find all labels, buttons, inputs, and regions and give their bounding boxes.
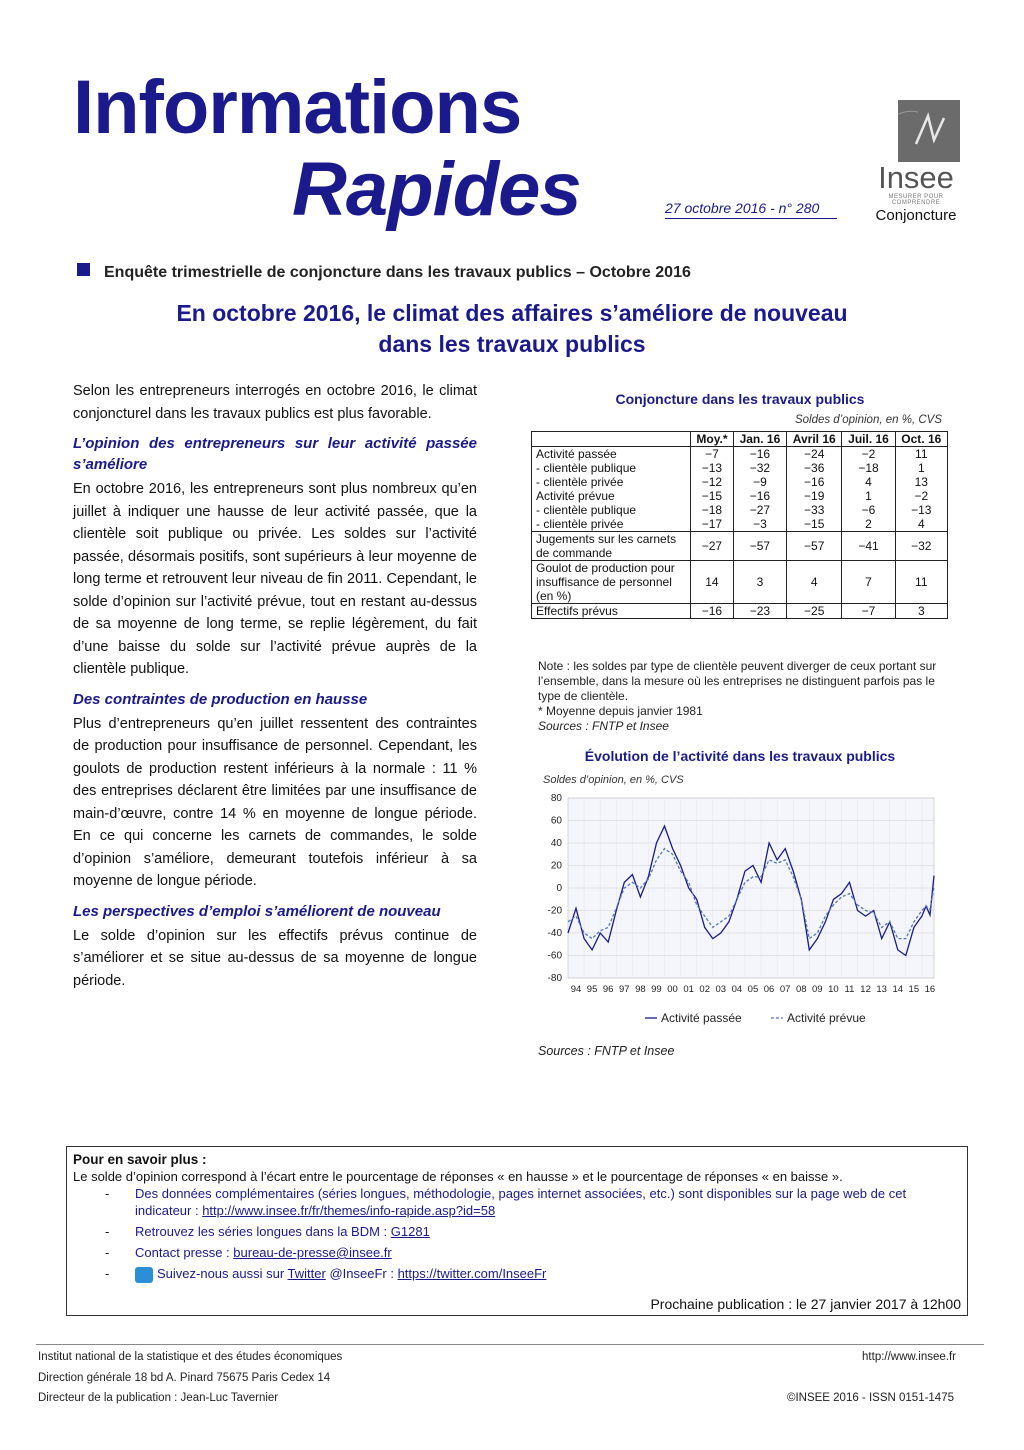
table-cell: −27 [691,532,734,561]
table-row-label: Effectifs prévus [532,604,691,619]
chart-y-tick-label: 0 [556,883,562,894]
table-cell: −7 [691,447,734,462]
insee-logo [898,100,960,162]
chart-x-tick-label: 15 [908,984,920,995]
info-item-twitter [105,1265,965,1283]
table-cell: 11 [895,447,947,462]
table-cell: −23 [733,604,786,619]
chart-x-tick-label: 06 [763,984,775,995]
chart-x-tick-label: 13 [876,984,887,995]
chart-x-tick-label: 00 [667,984,678,995]
table-note: Note : les soldes par type de clientèle peuvent diverger de ceux portant sur l’ensemble, dans la mesure où les entreprises ne distinguent parfois pas le type de clientèle. [538,659,937,703]
table-cell: 11 [895,561,947,604]
table-row [532,532,948,561]
table-cell: 1 [842,489,895,503]
chart-y-tick-label: 20 [550,860,562,872]
footer-director: Directeur de la publication : Jean-Luc Tavernier [38,1392,279,1404]
chart-source: Sources : FNTP et Insee [538,1044,675,1058]
chart-y-tick-label: 40 [550,838,562,849]
headline [100,298,924,360]
chart-x-tick-label: 96 [602,984,614,995]
table-cell: −9 [733,475,786,489]
table-row-label: Activité passée [532,447,691,462]
list-dash: - [105,1224,110,1239]
table-title: Conjoncture dans les travaux publics [615,391,865,407]
table-cell: −16 [691,604,734,619]
info-item-twitter-text2: @InseeFr : [325,1266,398,1281]
section-label: Conjoncture [875,207,957,224]
table-cell: −18 [842,461,895,475]
survey-title: Enquête trimestrielle de conjoncture dans les travaux publics – Octobre 2016 [104,264,691,281]
twitter-icon [135,1267,153,1283]
table-cell: −13 [895,503,947,517]
insee-logo-graphic-icon [898,100,960,162]
table-row [532,475,948,489]
headline-line1: En octobre 2016, le climat des affaires s’améliore de nouveau [176,300,848,326]
brand-title-rapides: Rapides [292,147,581,232]
chart-y-tick-label: -60 [547,950,562,962]
insee-logo-subtitle: MESURER POUR COMPRENDRE [888,194,944,206]
table-cell: −17 [691,517,734,532]
section-paragraph-constraints: Plus d’entrepreneurs qu’en juillet ressentent des contraintes de production pour insuffisance de personnel. Cependant, les goulots de production restent inférieurs à la normale : 11 % des entreprises déclarent être limitées par une insuffisance de main-d’œuvre, contre 14 % en moyenne de longue période. En ce qui concerne les carnets de commandes, le solde d’opinion s’améliore, demeurant toutefois inférieur à sa moyenne de longue période. [73,715,477,889]
chart-legend-label: Activité passée [661,1011,742,1025]
info-definition: Le solde d’opinion correspond à l’écart entre le pourcentage de réponses « en hausse » et le pourcentage de réponses « en baisse ». [73,1169,843,1184]
table-cell: −27 [733,503,786,517]
table-row-label: - clientèle publique [532,461,691,475]
table-cell: −32 [895,532,947,561]
chart-x-tick-label: 98 [635,984,646,995]
table-cell: −6 [842,503,895,517]
table-row-label: Jugements sur les carnets de commande [532,532,691,561]
press-email-link[interactable]: bureau-de-presse@insee.fr [233,1245,392,1260]
table-cell: −16 [733,447,786,462]
table-cell: −36 [786,461,841,475]
info-item-data-text: Des données complémentaires (séries longues, méthodologie, pages internet associées, etc.) sont disponibles sur la page web de cet indicateur : [135,1186,907,1218]
chart-x-tick-label: 97 [618,984,630,995]
section-paragraph-employment: Le solde d’opinion sur les effectifs prévus continue de s’améliorer et se situe au-dessus de sa moyenne de longue période. [73,927,477,989]
chart-x-tick-label: 99 [651,984,662,995]
table-cell: −18 [691,503,734,517]
bullet-square-icon [77,263,90,276]
chart-y-tick-label: 60 [550,815,562,827]
chart-x-tick-label: 11 [844,984,855,995]
chart-legend-label: Activité prévue [787,1011,866,1025]
chart-x-tick-label: 16 [924,984,936,995]
conjuncture-table [531,431,948,619]
table-cell: 3 [895,604,947,619]
chart-x-tick-label: 01 [683,984,694,995]
headline-line2: dans les travaux publics [378,331,646,357]
table-cell: 7 [842,561,895,604]
table-cell: −24 [786,447,841,462]
table-row-label: Activité prévue [532,489,691,503]
table-col-header: Moy.* [691,432,734,447]
chart-title: Évolution de l’activité dans les travaux publics [584,748,896,764]
table-row-label: - clientèle privée [532,475,691,489]
footer-address: Direction générale 18 bd A. Pinard 75675 Paris Cedex 14 [38,1372,331,1384]
table-cell: 14 [691,561,734,604]
table-notes [538,659,948,734]
table-cell: 4 [842,475,895,489]
chart-unit: Soldes d’opinion, en %, CVS [543,774,684,786]
table-cell: −15 [691,489,734,503]
table-cell: −57 [786,532,841,561]
chart-x-tick-label: 95 [586,984,598,995]
table-cell: −57 [733,532,786,561]
table-unit: Soldes d’opinion, en %, CVS [794,414,942,426]
footer-org: Institut national de la statistique et des études économiques [38,1351,343,1363]
table-row [532,561,948,604]
twitter-link[interactable]: Twitter [287,1266,326,1281]
table-cell: −15 [786,517,841,532]
twitter-url-link[interactable]: https://twitter.com/InseeFr [397,1266,547,1281]
chart-y-tick-label: -40 [547,928,562,939]
table-cell: 4 [786,561,841,604]
section-heading-constraints: Des contraintes de production en hausse [73,690,368,708]
table-cell: 13 [895,475,947,489]
insee-logo-name: Insee [878,160,954,195]
info-links-list [105,1185,965,1287]
table-cell: −16 [733,489,786,503]
info-item-twitter-text1: Suivez-nous aussi sur [157,1266,288,1281]
table-cell: −41 [842,532,895,561]
section-heading-activity: L’opinion des entrepreneurs sur leur activité passée s’améliore [73,435,477,473]
table-row [532,461,948,475]
table-cell: −2 [842,447,895,462]
table-cell: 3 [733,561,786,604]
footer-divider [36,1344,984,1345]
indicator-page-link[interactable]: http://www.insee.fr/fr/themes/info-rapide.asp?id=58 [202,1203,496,1218]
brand-title-informations: Informations [73,65,522,150]
table-header-empty [532,432,691,447]
chart-x-tick-label: 08 [795,984,807,995]
section-paragraph-activity: En octobre 2016, les entrepreneurs sont plus nombreux qu’en juillet à indiquer une hausse de leur activité passée, que la clientèle soit publique ou privée. Les soldes sur l’activité passée, désormais positifs, sont supérieurs à leur moyenne de long terme et retrouvent leur niveau de fin 2011. Cependant, le solde d’opinion sur l’activité prévue, tout en restant au-dessus de sa moyenne de long terme, se replie légèrement, du fait d’une baisse du solde sur l’activité prévue auprès de la clientèle publique. [73,481,477,677]
table-row-label: - clientèle privée [532,517,691,532]
activity-line-chart [530,788,950,1038]
bdm-series-link[interactable]: G1281 [390,1224,430,1239]
info-box [66,1146,968,1316]
table-cell: −25 [786,604,841,619]
table-cell: −33 [786,503,841,517]
table-cell: −13 [691,461,734,475]
footer-website-link[interactable]: http://www.insee.fr [862,1351,956,1363]
table-row-label: Goulot de production pour insuffisance de personnel (en %) [532,561,691,604]
table-row [532,503,948,517]
table-row [532,517,948,532]
table-cell: −7 [842,604,895,619]
table-cell: −3 [733,517,786,532]
table-source: Sources : FNTP et Insee [538,719,669,733]
info-item-bdm [105,1223,965,1240]
list-dash: - [105,1245,110,1260]
table-col-header: Avril 16 [786,432,841,447]
table-header-row [532,432,948,447]
list-dash: - [105,1186,110,1201]
table-row [532,447,948,462]
info-item-bdm-text: Retrouvez les séries longues dans la BDM : [135,1224,391,1239]
chart-x-tick-label: 05 [747,984,759,995]
issue-date-number: 27 octobre 2016 - n° 280 [665,200,837,219]
table-cell: 2 [842,517,895,532]
intro-paragraph: Selon les entrepreneurs interrogés en octobre 2016, le climat conjoncturel dans les travaux publics est plus favorable. [73,383,477,422]
article-body [73,380,477,998]
table-row-label: - clientèle publique [532,503,691,517]
chart-x-tick-label: 07 [779,984,791,995]
table-note-average: * Moyenne depuis janvier 1981 [538,704,703,718]
chart-x-tick-label: 12 [860,984,871,995]
table-cell: −19 [786,489,841,503]
table-row [532,489,948,503]
chart-x-tick-label: 10 [828,984,839,995]
info-box-title: Pour en savoir plus : [73,1152,207,1167]
info-item-data [105,1185,965,1219]
table-cell: −16 [786,475,841,489]
info-item-press [105,1244,965,1261]
chart-x-tick-label: 14 [892,984,904,995]
chart-y-tick-label: 80 [550,793,562,804]
list-dash: - [105,1266,110,1281]
chart-x-tick-label: 02 [699,984,710,995]
chart-y-tick-label: -20 [547,905,562,917]
table-cell: 4 [895,517,947,532]
info-item-press-text: Contact presse : [135,1245,234,1260]
table-col-header: Jan. 16 [733,432,786,447]
table-cell: −12 [691,475,734,489]
chart-x-tick-label: 03 [715,984,727,995]
table-col-header: Oct. 16 [895,432,947,447]
chart-x-tick-label: 04 [731,984,743,995]
next-publication: Prochaine publication : le 27 janvier 2017 à 12h00 [650,1296,961,1312]
chart-x-tick-label: 94 [570,984,582,995]
table-col-header: Juil. 16 [842,432,895,447]
table-cell: −2 [895,489,947,503]
table-cell: 1 [895,461,947,475]
table-cell: −32 [733,461,786,475]
chart-x-tick-label: 09 [812,984,823,995]
footer-copyright: ©INSEE 2016 - ISSN 0151-1475 [786,1392,954,1404]
table-row [532,604,948,619]
chart-y-tick-label: -80 [547,973,562,984]
section-heading-employment: Les perspectives d’emploi s’améliorent de nouveau [73,902,441,920]
